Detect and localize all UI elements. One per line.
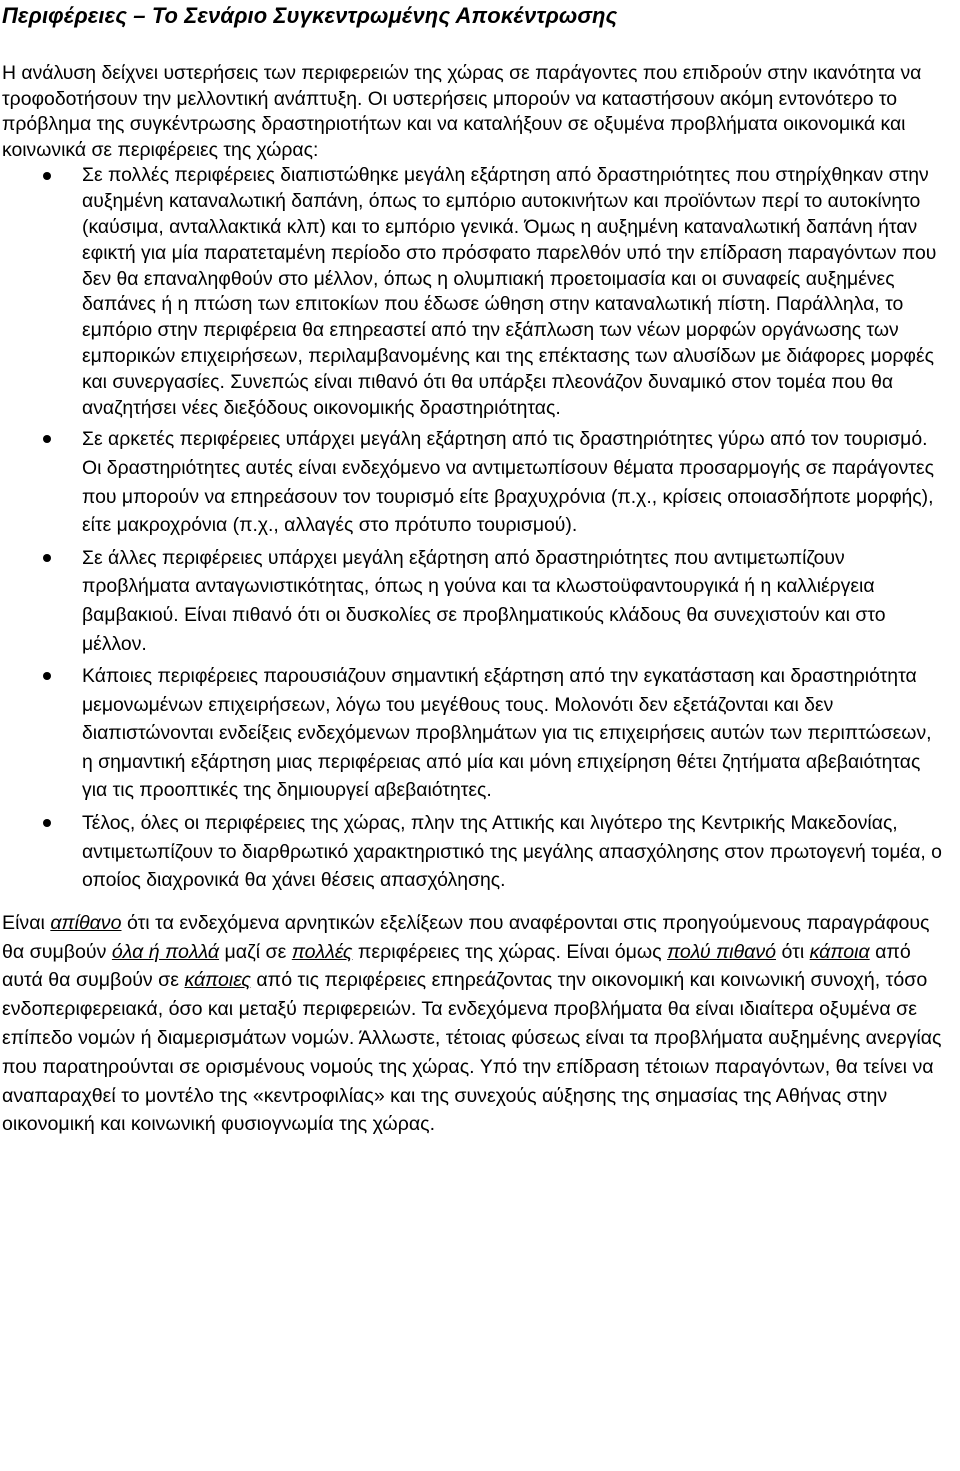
emphasis-text: πολύ πιθανό [667,940,777,963]
closing-text: Είναι [2,911,51,934]
closing-text: από τις περιφέρειες επηρεάζοντας την οικονομική και κοινωνική συνοχή, τόσο ενδοπεριφερειακά, όσο και μεταξύ περιφερειών. Τα ενδεχόμενα προβλήματα θα είναι ιδιαίτερα οξυμένα σε επίπεδο νομών ή διαμερισμάτων νομών. Άλλωστε, τέτοιας φύσεως είναι τα προβλήματα αυξημένης ανεργίας που παρατηρούνται σε ορισμένους νομούς της χώρας. Υπό την επίδραση τέτοιων παραγόντων, θα τείνει να αναπαραχθεί το μοντέλο της «κεντροφιλίας» και της συνεχούς αύξησης της σημασίας της Αθήνας στην οικονομική και κοινωνική φυσιογνωμία της χώρας. [2,969,942,1136]
list-item [2,425,942,539]
intro-paragraph: Η ανάλυση δείχνει υστερήσεις των περιφερειών της χώρας σε παράγοντες που επιδρούν στην ικανότητα να τροφοδοτήσουν την μελλοντική ανάπτυξη. Οι υστερήσεις μπορούν να καταστήσουν ακόμη εντονότερο το πρόβλημα της συγκέντρωσης δραστηριοτήτων και να καταλήξουν σε οξυμένα προβλήματα οικονομικά και κοινωνικά σε περιφέρειες της χώρας: [2,62,922,161]
closing-text: από αυτά θα συμβούν σε [2,940,911,992]
closing-text: περιφέρειες της χώρας. Είναι όμως [352,940,668,963]
list-item-text: Κάποιες περιφέρειες παρουσιάζουν σημαντική εξάρτηση από την εγκατάσταση και δραστηριότητα μεμονωμένων επιχειρήσεων, λόγω του μεγέθους τους. Μολονότι δεν εξετάζονται και δεν διαπιστώνονται ενδείξεις ενδεχόμενων προβλημάτων για τις επιχειρήσεις αυτών των περιπτώσεων, η σημαντική εξάρτηση μιας περιφέρειας από μία και μόνη επιχείρηση θέτει ζητήματα αβεβαιότητας για τις προοπτικές της δημιουργεί αβεβαιότητες. [82,665,932,802]
emphasis-text: όλα ή πολλά [111,940,220,963]
list-item-text: Σε πολλές περιφέρειες διαπιστώθηκε μεγάλη εξάρτηση από δραστηριότητες που στηρίχθηκαν στην αυξημένη καταναλωτική δαπάνη, όπως το εμπόριο αυτοκινήτων και προϊόντων περί το αυτοκίνητο (καύσιμα, ανταλλακτικά κλπ) και το εμπόριο γενικά. Όμως η αυξημένη καταναλωτική δαπάνη ήταν εφικτή για μία παρατεταμένη περίοδο στο πρόσφατο παρελθόν υπό την επίδραση παραγόντων που δεν θα επαναληφθούν στο μέλλον, όπως η ολυμπιακή προετοιμασία και οι συναφείς αυξημένες δαπάνες ή η πτώση των επιτοκίων που έδωσε ώθηση στην καταναλωτική πίστη. Παράλληλα, το εμπόριο στην περιφέρεια θα επηρεαστεί από την εξάπλωση των νέων μορφών οργάνωσης των εμπορικών επιχειρήσεων, περιλαμβανομένης και της επέκτασης των αλυσίδων με διάφορες μορφές και συνεργασίες. Συνεπώς είναι πιθανό ότι θα υπάρξει πλεονάζον δυναμικό στον τομέα που θα αναζητήσει νέες διεξόδους οικονομικής δραστηριότητας. [82,164,937,419]
list-item [2,163,942,421]
emphasis-text: κάποιες [184,969,251,992]
closing-paragraph [2,909,942,1139]
list-item [2,544,942,658]
bullet-icon [43,819,51,827]
list-item-text: Σε άλλες περιφέρειες υπάρχει μεγάλη εξάρτηση από δραστηριότητες που αντιμετωπίζουν προβλήματα ανταγωνιστικότητας, όπως η γούνα και τα κλωστοϋφαντουργικά ή η καλλιέργεια βαμβακιού. Είναι πιθανό ότι οι δυσκολίες σε προβληματικούς κλάδους θα συνεχιστούν και στο μέλλον. [82,546,886,655]
list-item-text: Σε αρκετές περιφέρειες υπάρχει μεγάλη εξάρτηση από τις δραστηριότητες γύρω από τον τουρισμό. Οι δραστηριότητες αυτές είναι ενδεχόμενο να αντιμετωπίσουν θέματα προσαρμογής σε παράγοντες που μπορούν να επηρεάσουν τον τουρισμό είτε βραχυχρόνια (π.χ., κρίσεις οποιασδήποτε μορφής), είτε μακροχρόνια (π.χ., αλλαγές στο πρότυπο τουρισμού). [82,428,934,537]
bullet-icon [43,672,51,680]
emphasis-text: κάποια [809,940,870,963]
bullet-icon [43,172,51,180]
list-item [2,809,942,895]
closing-text: μαζί σε [219,940,292,963]
list-item [2,662,942,805]
list-item-text: Τέλος, όλες οι περιφέρειες της χώρας, πλην της Αττικής και λιγότερο της Κεντρικής Μακεδονίας, αντιμετωπίζουν το διαρθρωτικό χαρακτηριστικό της μεγάλης απασχόλησης στον πρωτογενή τομέα, ο οποίος διαχρονικά θα χάνει θέσεις απασχόλησης. [82,812,942,892]
bullet-list [2,163,960,894]
bullet-icon [43,554,51,562]
emphasis-text: απίθανο [50,911,122,934]
document-title: Περιφέρειες – Το Σενάριο Συγκεντρωμένης Αποκέντρωσης [2,3,618,28]
closing-text: ότι [776,940,810,963]
emphasis-text: πολλές [291,940,353,963]
bullet-icon [43,435,51,443]
closing-text: ότι τα ενδεχόμενα αρνητικών εξελίξεων που αναφέρονται στις προηγούμενους παραγράφους θα συμβούν [2,911,930,963]
